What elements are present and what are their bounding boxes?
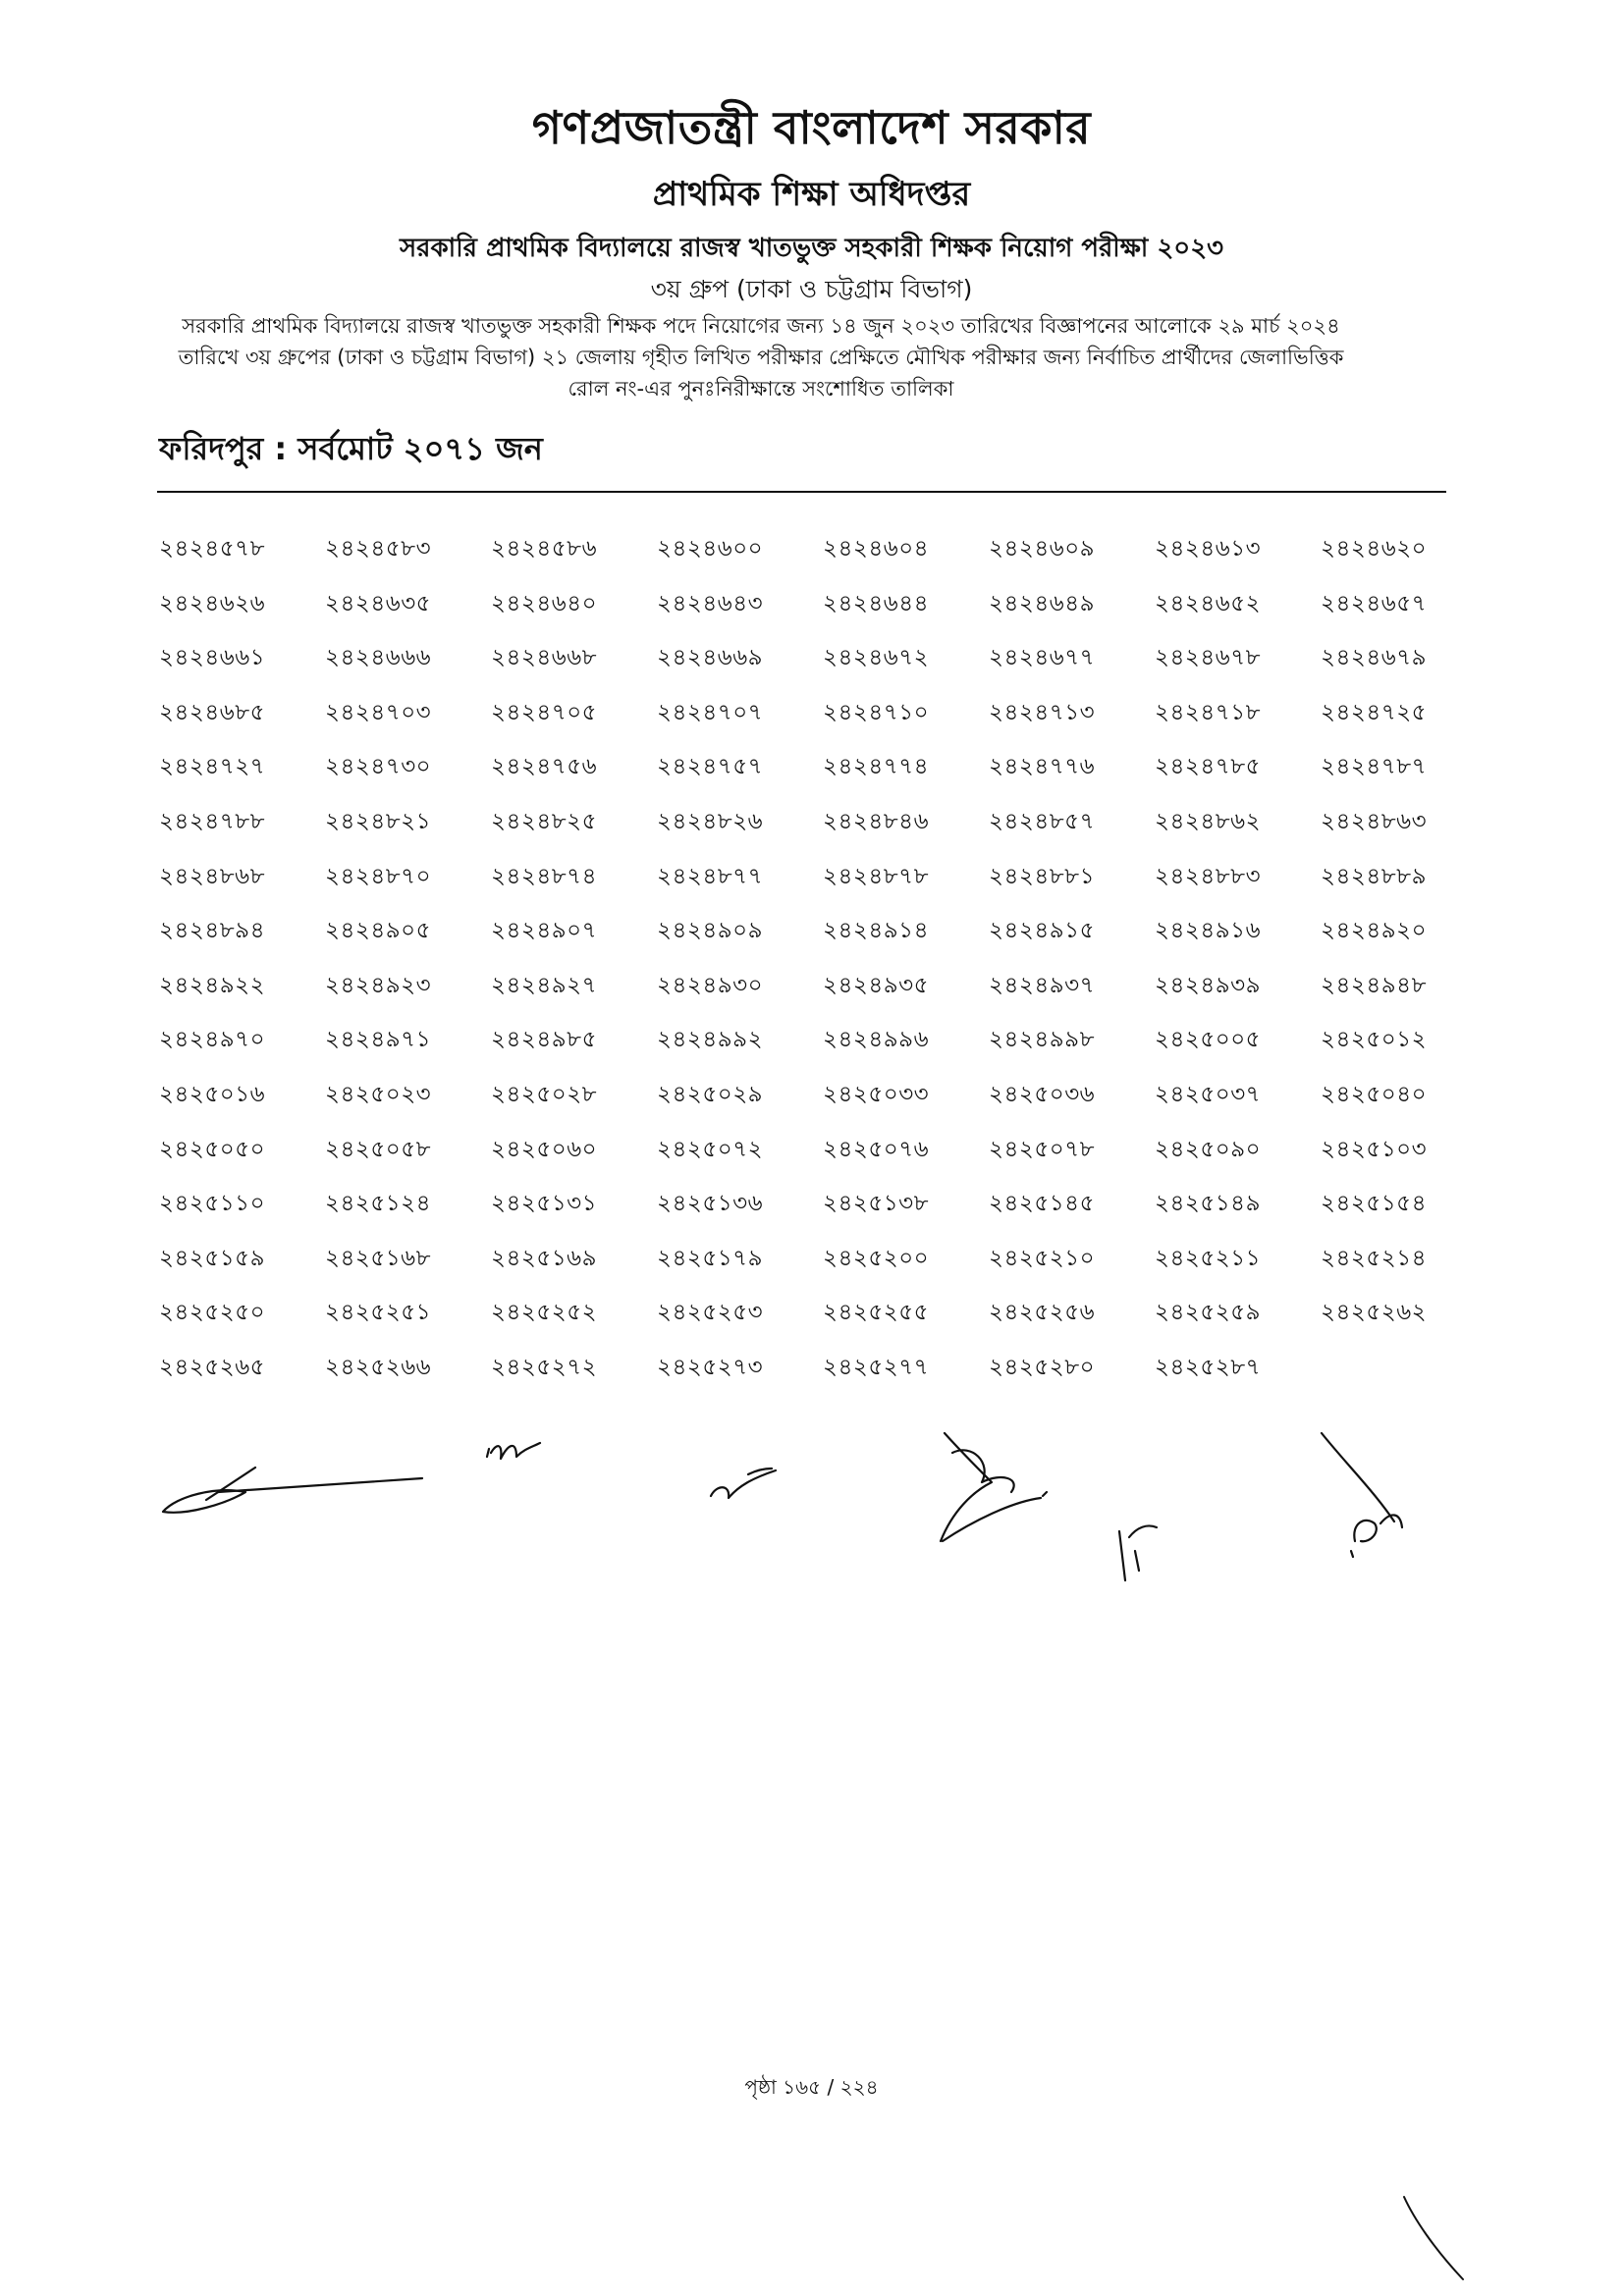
roll-number-cell: ২৪২৪৭৮৫ [1155,754,1262,780]
group-subtitle: ৩য় গ্রুপ (ঢাকা ও চট্টগ্রাম বিভাগ) [650,275,973,303]
roll-number-cell: ২৪২৪৮৮৯ [1321,863,1428,889]
roll-number-cell: ২৪২৫০২৮ [491,1081,598,1107]
roll-number-cell: ২৪২৪৭০৫ [491,699,598,725]
roll-number-cell: ২৪২৪৯১৪ [823,918,930,944]
roll-number-cell: ২৪২৪৬৭২ [823,645,930,671]
roll-number-cell: ২৪২৪৮৫৭ [989,808,1096,834]
roll-number-cell: ২৪২৫১৫৯ [159,1245,266,1271]
roll-number-cell: ২৪২৫০৭৮ [989,1136,1096,1162]
signatures [147,1414,1463,1610]
roll-number-cell: ২৪২৪৬৭৯ [1321,645,1428,671]
roll-number-cell: ২৪২৫২১১ [1155,1245,1262,1271]
roll-number-cell: ২৪২৫২৬৫ [159,1354,266,1380]
roll-number-cell: ২৪২৫২৫৫ [823,1300,930,1326]
roll-number-cell: ২৪২৫২১৪ [1321,1245,1428,1271]
roll-number-cell: ২৪২৪৯২০ [1321,918,1428,944]
roll-number-cell: ২৪২৪৯৩৭ [989,972,1096,998]
roll-number-cell: ২৪২৪৯৯২ [657,1027,764,1053]
roll-number-cell: ২৪২৪৯৩৫ [823,972,930,998]
roll-number-cell: ২৪২৪৯৯৮ [989,1027,1096,1053]
signature-1 [163,1468,422,1513]
roll-number-cell: ২৪২৫০৩৭ [1155,1081,1262,1107]
roll-number-cell: ২৪২৪৮২৫ [491,808,598,834]
district-heading: ফরিদপুর : সর্বমোট ২০৭১ জন [159,430,543,467]
pen-mark [1394,2189,1473,2287]
roll-number-cell: ২৪২৪৯৭০ [159,1027,266,1053]
roll-number-cell: ২৪২৪৮৭৮ [823,863,930,889]
roll-number-cell: ২৪২৪৬৭৮ [1155,645,1262,671]
roll-number-cell: ২৪২৫১১০ [159,1191,266,1217]
department-title: প্রাথমিক শিক্ষা অধিদপ্তর [652,175,971,214]
roll-number-cell: ২৪২৪৯৩৯ [1155,972,1262,998]
roll-number-cell: ২৪২৫২৫২ [491,1300,598,1326]
signature-2 [487,1443,540,1459]
roll-number-cell: ২৪২৫০১২ [1321,1027,1428,1053]
roll-number-cell: ২৪২৪৭৫৭ [657,754,764,780]
roll-number-cell: ২৪২৫১২৪ [325,1191,432,1217]
roll-number-cell: ২৪২৪৮৯৪ [159,918,266,944]
roll-number-cell: ২৪২৪৮৭০ [325,863,432,889]
roll-number-cell: ২৪২৫২৬২ [1321,1300,1428,1326]
roll-number-cell: ২৪২৪৮৬২ [1155,808,1262,834]
roll-number-cell: ২৪২৪৬০০ [657,536,764,561]
roll-number-cell: ২৪২৫২৫১ [325,1300,432,1326]
roll-number-cell: ২৪২৫০২৩ [325,1081,432,1107]
roll-number-cell: ২৪২৫২৮৭ [1155,1354,1262,1380]
roll-number-cell: ২৪২৫১৭৯ [657,1245,764,1271]
roll-number-cell: ২৪২৫০৫০ [159,1136,266,1162]
roll-number-cell: ২৪২৫০৯০ [1155,1136,1262,1162]
roll-number-cell: ২৪২৪৯২৭ [491,972,598,998]
roll-number-cell: ২৪২৫১৩৬ [657,1191,764,1217]
roll-number-cell: ২৪২৪৮২৬ [657,808,764,834]
roll-number-cell: ২৪২৪৯৪৮ [1321,972,1428,998]
roll-number-cell: ২৪২৪৮৬৮ [159,863,266,889]
roll-number-cell: ২৪২৪৬৮৫ [159,699,266,725]
roll-number-cell: ২৪২৫১৫৪ [1321,1191,1428,1217]
roll-number-cell: ২৪২৪৭১০ [823,699,930,725]
roll-number-cell: ২৪২৪৬৪৩ [657,590,764,616]
roll-number-cell: ২৪২৫২৭৭ [823,1354,930,1380]
roll-number-cell: ২৪২৪৫৮৬ [491,536,598,561]
roll-number-cell: ২৪২৪৭০৭ [657,699,764,725]
roll-number-cell: ২৪২৪৬০৯ [989,536,1096,561]
roll-number-cell: ২৪২৪৬০৪ [823,536,930,561]
roll-number-cell: ২৪২৫২৮০ [989,1354,1096,1380]
roll-number-cell: ২৪২৫১৬৮ [325,1245,432,1271]
signature-3 [711,1468,776,1498]
roll-number-table [159,530,1455,1404]
roll-number-cell: ২৪২৪৯১৬ [1155,918,1262,944]
roll-number-cell: ২৪২৫০১৬ [159,1081,266,1107]
roll-number-cell: ২৪২৪৫৭৮ [159,536,266,561]
roll-number-cell: ২৪২৪৮৬৩ [1321,808,1428,834]
heading-divider [157,491,1446,493]
roll-number-cell: ২৪২৫০৫৮ [325,1136,432,1162]
roll-number-cell: ২৪২৪৬৪৯ [989,590,1096,616]
roll-number-cell: ২৪২৫২৭৩ [657,1354,764,1380]
roll-number-cell: ২৪২৪৬৭৭ [989,645,1096,671]
roll-number-cell: ২৪২৪৬২০ [1321,536,1428,561]
roll-number-cell: ২৪২৪৭৭৬ [989,754,1096,780]
roll-number-cell: ২৪২৫২৫৯ [1155,1300,1262,1326]
roll-number-cell: ২৪২৪৯৩০ [657,972,764,998]
roll-number-cell: ২৪২৫১৬৯ [491,1245,598,1271]
signature-6 [1322,1433,1402,1557]
roll-number-cell: ২৪২৪৮২১ [325,808,432,834]
roll-number-cell: ২৪২৫০৩৩ [823,1081,930,1107]
roll-number-cell: ২৪২৪৬১৩ [1155,536,1262,561]
roll-number-cell: ২৪২৪৬৫২ [1155,590,1262,616]
roll-number-cell: ২৪২৪৬৪৪ [823,590,930,616]
roll-number-cell: ২৪২৪৯২২ [159,972,266,998]
roll-number-cell: ২৪২৫২৭২ [491,1354,598,1380]
roll-number-cell: ২৪২৪৭১৮ [1155,699,1262,725]
roll-number-cell: ২৪২৫১৩৮ [823,1191,930,1217]
roll-number-cell: ২৪২৫১৪৯ [1155,1191,1262,1217]
roll-number-cell: ২৪২৫০০৫ [1155,1027,1262,1053]
roll-number-cell: ২৪২৪৬৪০ [491,590,598,616]
roll-number-cell: ২৪২৫২১০ [989,1245,1096,1271]
notice-paragraph: সরকারি প্রাথমিক বিদ্যালয়ে রাজস্ব খাতভুক্ত সহকারী শিক্ষক পদে নিয়োগের জন্য ১৪ জুন ২০২৩ তারিখের বিজ্ঞাপনের আলোকে ২৯ মার্চ ২০২৪ তারিখে ৩য় গ্রুপের (ঢাকা ও চট্টগ্রাম বিভাগ) ২১ জেলায় গৃহীত লিখিত পরীক্ষার প্রেক্ষিতে মৌখিক পরীক্ষার জন্য নির্বাচিত প্রার্থীদের জেলাভিত্তিক রোল নং-এর পুনঃনিরীক্ষান্তে সংশোধিত তালিকা [178,314,1344,400]
roll-number-cell: ২৪২৪৭২৫ [1321,699,1428,725]
roll-number-cell: ২৪২৪৮৮১ [989,863,1096,889]
roll-number-cell: ২৪২৪৭৭৪ [823,754,930,780]
roll-number-cell: ২৪২৪৮৭৭ [657,863,764,889]
roll-number-cell: ২৪২৫২৫৩ [657,1300,764,1326]
roll-number-cell: ২৪২৪৮৮৩ [1155,863,1262,889]
roll-number-cell: ২৪২৫০৩৬ [989,1081,1096,1107]
signature-5 [1119,1525,1157,1580]
roll-number-cell: ২৪২৫০৭৬ [823,1136,930,1162]
roll-number-cell: ২৪২৪৯৮৫ [491,1027,598,1053]
roll-number-cell: ২৪২৫২০০ [823,1245,930,1271]
roll-number-cell: ২৪২৪৭৩০ [325,754,432,780]
roll-number-cell: ২৪২৪৬৩৫ [325,590,432,616]
roll-number-cell: ২৪২৫০২৯ [657,1081,764,1107]
roll-number-cell: ২৪২৪৯৯৬ [823,1027,930,1053]
roll-number-cell: ২৪২৪৬৬৮ [491,645,598,671]
roll-number-cell: ২৪২৪৭০৩ [325,699,432,725]
roll-number-cell: ২৪২৪৮৪৬ [823,808,930,834]
roll-number-cell: ২৪২৪৭১৩ [989,699,1096,725]
roll-number-cell: ২৪২৫০৪০ [1321,1081,1428,1107]
roll-number-cell: ২৪২৫০৭২ [657,1136,764,1162]
roll-number-cell: ২৪২৫১৩১ [491,1191,598,1217]
roll-number-cell: ২৪২৪৬৫৭ [1321,590,1428,616]
roll-number-cell: ২৪২৪৬৬৯ [657,645,764,671]
roll-number-cell: ২৪২৪৮৭৪ [491,863,598,889]
roll-number-cell: ২৪২৫১০৩ [1321,1136,1428,1162]
roll-number-cell: ২৪২৫২৫০ [159,1300,266,1326]
roll-number-cell: ২৪২৫১৪৫ [989,1191,1096,1217]
government-title: গণপ্রজাতন্ত্রী বাংলাদেশ সরকার [531,101,1092,154]
roll-number-cell: ২৪২৪৭৫৬ [491,754,598,780]
exam-title: সরকারি প্রাথমিক বিদ্যালয়ে রাজস্ব খাতভুক্ত সহকারী শিক্ষক নিয়োগ পরীক্ষা ২০২৩ [399,234,1224,263]
page-number: পৃষ্ঠা ১৬৫ / ২২৪ [744,2075,879,2099]
roll-number-cell: ২৪২৫২৫৬ [989,1300,1096,1326]
roll-number-cell: ২৪২৪৯২৩ [325,972,432,998]
roll-number-cell: ২৪২৪৭৮৭ [1321,754,1428,780]
roll-number-cell: ২৪২৫০৬০ [491,1136,598,1162]
roll-number-cell: ২৪২৪৯৭১ [325,1027,432,1053]
roll-number-cell: ২৪২৪৫৮৩ [325,536,432,561]
roll-number-cell: ২৪২৪৭৮৮ [159,808,266,834]
roll-number-cell: ২৪২৪৯০৯ [657,918,764,944]
roll-number-cell: ২৪২৪৭২৭ [159,754,266,780]
roll-number-cell: ২৪২৫২৬৬ [325,1354,432,1380]
roll-number-cell: ২৪২৪৯১৫ [989,918,1096,944]
roll-number-cell: ২৪২৪৬৬১ [159,645,266,671]
signature-4 [941,1433,1047,1541]
roll-number-cell: ২৪২৪৯০৫ [325,918,432,944]
roll-number-cell: ২৪২৪৯০৭ [491,918,598,944]
roll-number-cell: ২৪২৪৬৬৬ [325,645,432,671]
roll-number-cell: ২৪২৪৬২৬ [159,590,266,616]
